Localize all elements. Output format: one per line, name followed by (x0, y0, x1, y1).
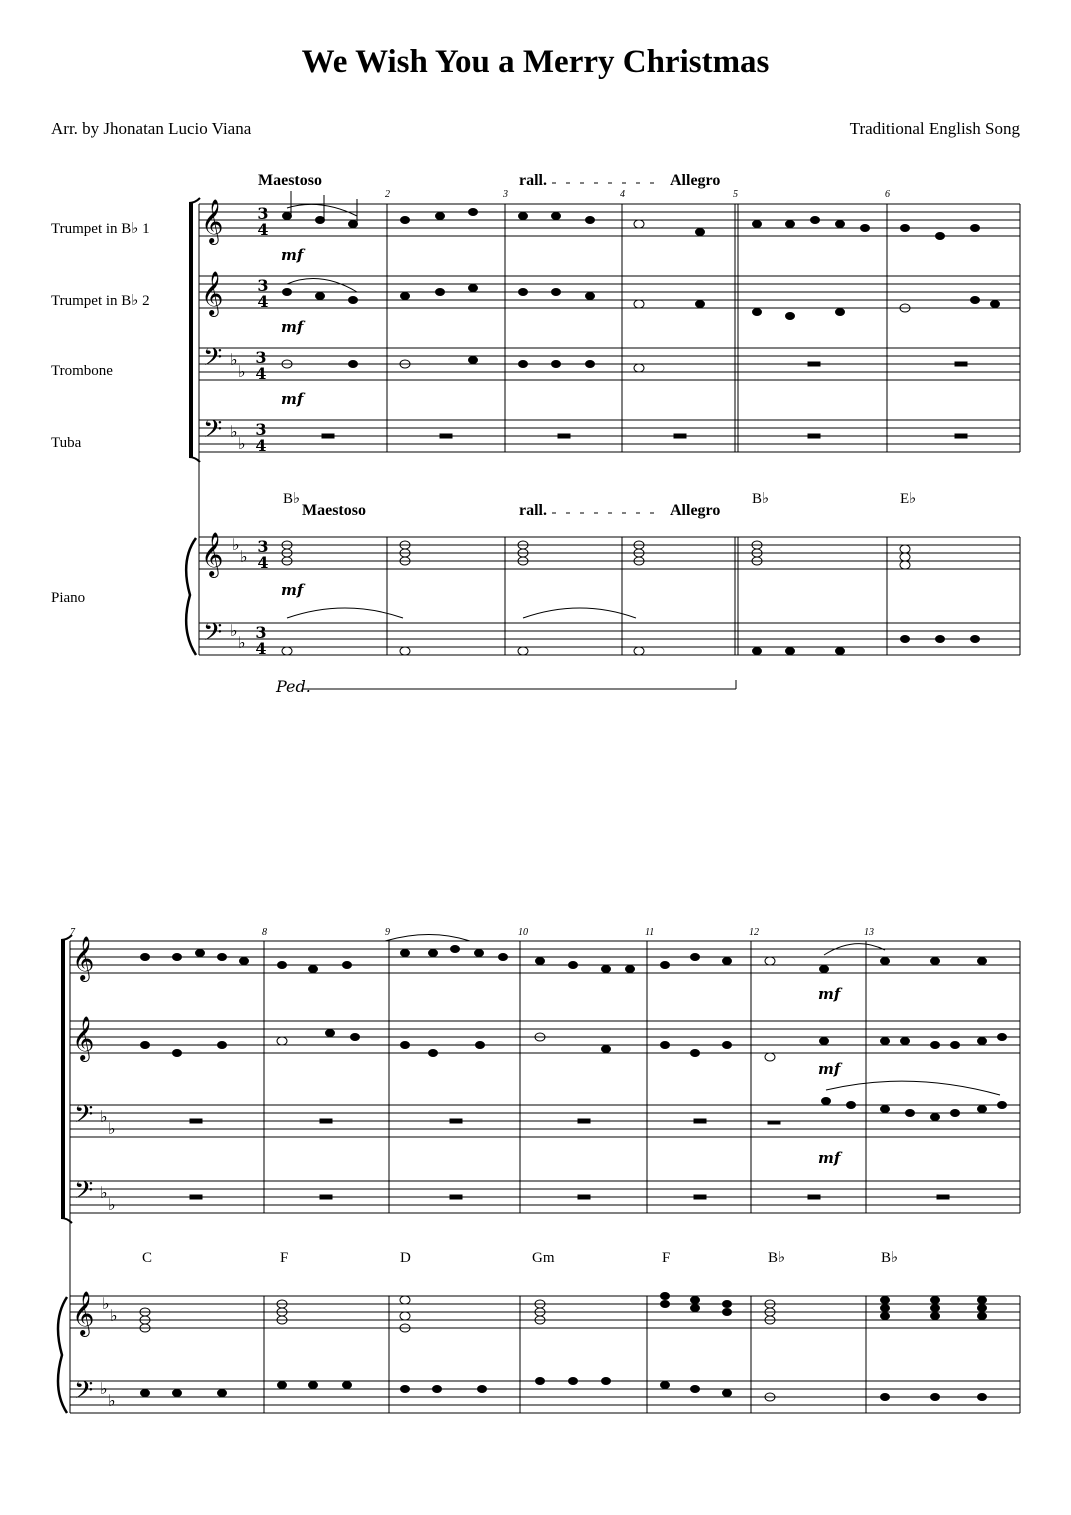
time-signatures (255, 204, 268, 658)
svg-text:3: 3 (257, 537, 269, 556)
staff-tuba-s2 (70, 1181, 1020, 1213)
svg-text:3: 3 (257, 204, 269, 223)
svg-text:F: F (662, 1250, 671, 1266)
instrument-label-trumpet-2: Trumpet in B♭ 2 (51, 293, 150, 309)
svg-text:4: 4 (257, 553, 269, 572)
svg-text:12: 12 (749, 927, 759, 938)
tempo-maestoso-piano: Maestoso (302, 502, 366, 519)
svg-text:♭: ♭ (100, 1183, 108, 1202)
svg-text:2: 2 (385, 189, 390, 200)
svg-text:3: 3 (503, 189, 508, 200)
treble-clef-icon: 𝄞 (201, 532, 224, 576)
svg-text:♭: ♭ (100, 1107, 108, 1126)
svg-text:4: 4 (255, 364, 267, 383)
staff-trumpet-1-s2 (70, 941, 1020, 973)
svg-text:♭: ♭ (108, 1195, 116, 1214)
tempo-allegro: Allegro (670, 172, 721, 189)
svg-text:♭: ♭ (110, 1306, 118, 1325)
svg-text:mf: mf (281, 390, 304, 408)
svg-text:♭: ♭ (238, 362, 246, 381)
bass-clef-icon: 𝄢 (74, 1176, 94, 1211)
svg-text:♭: ♭ (238, 633, 246, 652)
treble-clef-icon: 𝄞 (72, 936, 95, 980)
measure-numbers-system-1 (385, 189, 890, 200)
svg-text:E♭: E♭ (900, 491, 917, 507)
treble-clef-icon: 𝄞 (72, 1291, 95, 1335)
svg-text:11: 11 (645, 927, 655, 938)
svg-text:mf: mf (818, 1060, 841, 1078)
svg-text:3: 3 (255, 348, 267, 367)
svg-text:4: 4 (257, 220, 269, 239)
tempo-rall-piano: rall. (519, 502, 547, 519)
system-1 (186, 198, 1020, 689)
treble-clef-icon: 𝄞 (201, 271, 224, 315)
svg-text:mf: mf (281, 246, 304, 264)
svg-text:4: 4 (255, 639, 267, 658)
clefs-system-1 (201, 199, 248, 653)
svg-text:10: 10 (518, 927, 528, 938)
tempo-allegro-piano: Allegro (670, 502, 721, 519)
tempo-maestoso: Maestoso (258, 172, 322, 189)
instrument-label-tuba: Tuba (51, 435, 82, 451)
svg-text:B♭: B♭ (283, 491, 301, 507)
tempo-rall: rall. (519, 172, 547, 189)
svg-text:13: 13 (864, 927, 874, 938)
svg-text:♭: ♭ (240, 547, 248, 566)
svg-text:B♭: B♭ (881, 1250, 899, 1266)
composer-credit: Traditional English Song (849, 119, 1020, 138)
notes-system-2 (140, 935, 1007, 1402)
svg-text:3: 3 (257, 276, 269, 295)
svg-text:♭: ♭ (230, 422, 238, 441)
svg-text:mf: mf (818, 1149, 841, 1167)
svg-text:mf: mf (281, 581, 304, 599)
instrument-label-piano: Piano (51, 590, 86, 606)
instrument-label-trumpet-1: Trumpet in B♭ 1 (51, 221, 150, 237)
staff-piano-bass-s2 (70, 1381, 1020, 1413)
bass-clef-icon: 𝄢 (74, 1100, 94, 1135)
svg-text:3: 3 (255, 623, 267, 642)
dynamics-system-2 (818, 985, 843, 1167)
svg-text:Gm: Gm (532, 1250, 555, 1266)
svg-text:3: 3 (255, 420, 267, 439)
clefs-system-2 (72, 936, 118, 1411)
score-title: We Wish You a Merry Christmas (301, 44, 770, 80)
bass-clef-icon: 𝄢 (203, 343, 223, 378)
barlines-system-2 (264, 941, 1020, 1413)
svg-text:♭: ♭ (230, 350, 238, 369)
svg-text:F: F (280, 1250, 289, 1266)
chord-symbols-system-1 (283, 491, 916, 507)
notes-system-1 (282, 191, 1000, 655)
svg-text:5: 5 (733, 189, 738, 200)
svg-text:8: 8 (262, 927, 267, 938)
svg-text:♭: ♭ (108, 1119, 116, 1138)
staff-trombone (199, 348, 1020, 380)
treble-clef-icon: 𝄞 (201, 199, 224, 243)
svg-text:7: 7 (70, 927, 75, 938)
staff-trumpet-2 (199, 276, 1020, 308)
barlines-system-1 (387, 204, 1020, 655)
bass-clef-icon: 𝄢 (203, 618, 223, 653)
svg-text:6: 6 (885, 189, 890, 200)
system-2 (58, 935, 1020, 1413)
chord-symbols-system-2 (142, 1250, 898, 1266)
svg-text:4: 4 (257, 292, 269, 311)
svg-text:9: 9 (385, 927, 390, 938)
svg-text:♭: ♭ (238, 434, 246, 453)
svg-text:B♭: B♭ (768, 1250, 786, 1266)
arranger-credit: Arr. by Jhonatan Lucio Viana (51, 119, 252, 138)
staff-piano-bass (199, 623, 1020, 655)
pedal-marking: Ped. (276, 677, 311, 696)
staff-piano-treble (199, 537, 1020, 569)
bass-clef-icon: 𝄢 (74, 1376, 94, 1411)
staff-trombone-s2 (70, 1105, 1020, 1137)
measure-numbers-system-2 (70, 927, 874, 938)
svg-text:4: 4 (255, 436, 267, 455)
svg-text:mf: mf (818, 985, 841, 1003)
svg-text:B♭: B♭ (752, 491, 770, 507)
svg-text:♭: ♭ (108, 1391, 116, 1410)
svg-text:4: 4 (620, 189, 625, 200)
dynamics-system-1 (281, 246, 306, 599)
svg-text:♭: ♭ (100, 1379, 108, 1398)
svg-text:C: C (142, 1250, 153, 1266)
bass-clef-icon: 𝄢 (203, 415, 223, 450)
treble-clef-icon: 𝄞 (72, 1016, 95, 1060)
svg-text:♭: ♭ (230, 621, 238, 640)
svg-text:♭: ♭ (232, 535, 240, 554)
instrument-label-trombone: Trombone (51, 363, 113, 379)
svg-text:mf: mf (281, 318, 304, 336)
svg-text:D: D (400, 1250, 411, 1266)
svg-text:♭: ♭ (102, 1294, 110, 1313)
